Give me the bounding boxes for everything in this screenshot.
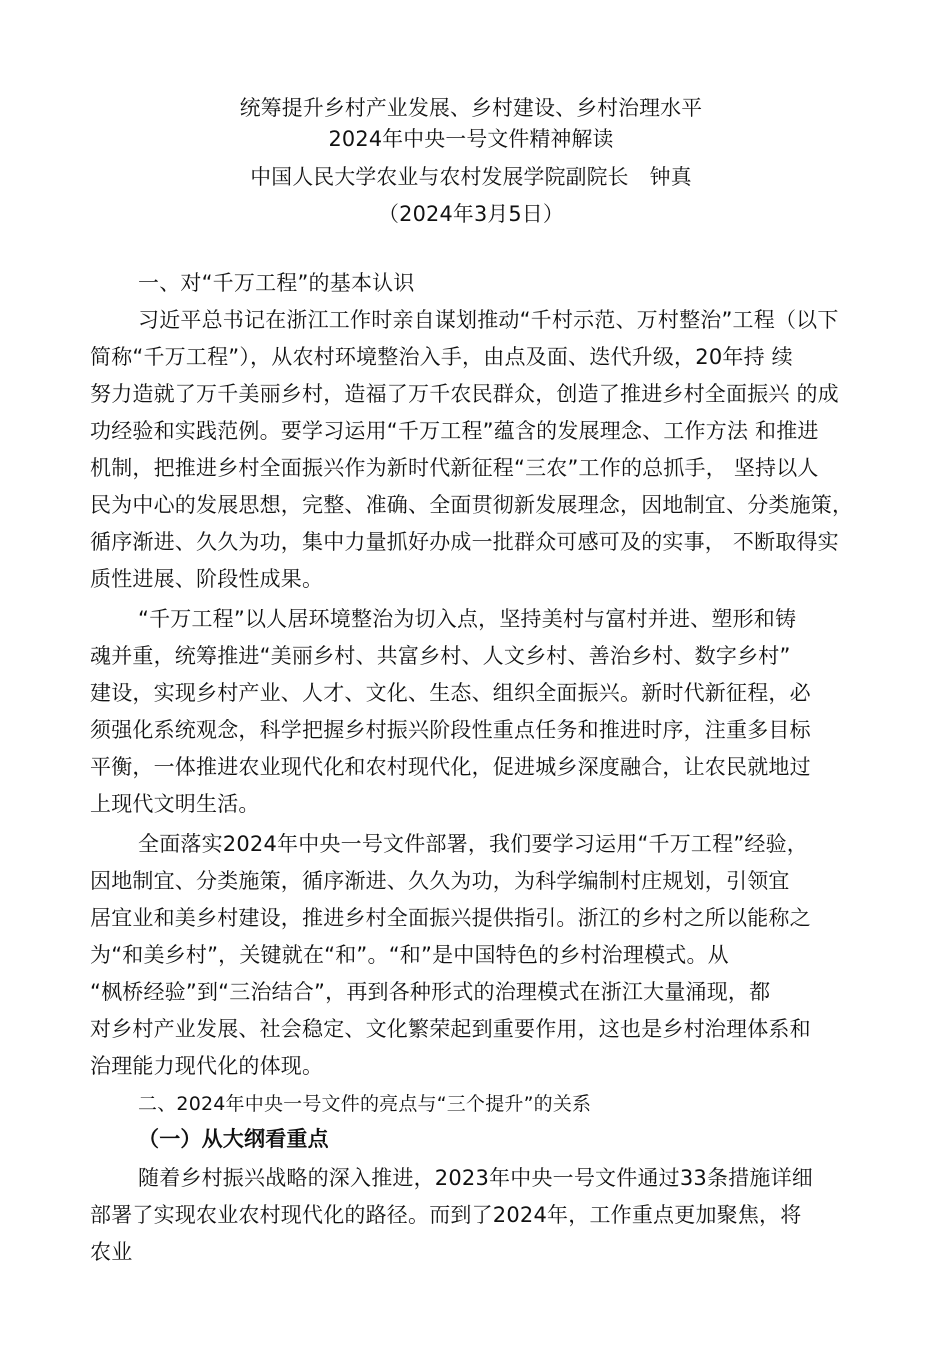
paragraph-line: 习近平总书记在浙江工作时亲自谋划推动“千村示范、万村整治”工程（以下 [138, 308, 839, 332]
title-line-2: 2024年中央一号文件精神解读 [328, 127, 614, 151]
author-line: 中国人民大学农业与农村发展学院副院长 钟真 [250, 165, 692, 189]
paragraph-line: 居宜业和美乡村建设，推进乡村全面振兴提供指引。浙江的乡村之所以能称之 [90, 906, 811, 930]
paragraph-line: “枫桥经验”到“三治结合”，再到各种形式的治理模式在浙江大量涌现，都 [90, 980, 771, 1004]
paragraph-line: 全面落实2024年中央一号文件部署，我们要学习运用“千万工程”经验， [138, 832, 808, 856]
paragraph-line: 建设，实现乡村产业、人才、文化、生态、组织全面振兴。新时代新征程，必 [90, 681, 811, 705]
paragraph-line: 质性进展、阶段性成果。 [90, 567, 324, 591]
paragraph-line: 平衡，一体推进农业现代化和农村现代化，促进城乡深度融合，让农民就地过 [90, 755, 811, 779]
section-2-subheading: （一）从大纲看重点 [138, 1127, 329, 1151]
paragraph-line: “千万工程”以人居环境整治为切入点，坚持美村与富村并进、塑形和铸 [138, 607, 797, 631]
paragraph-line: 循序渐进、久久为功，集中力量抓好办成一批群众可感可及的实事， 不断取得实 [90, 530, 839, 554]
paragraph-line: 努力造就了万千美丽乡村，造福了万千农民群众，创造了推进乡村全面振兴 的成 [90, 382, 839, 406]
paragraph-line: 对乡村产业发展、社会稳定、文化繁荣起到重要作用，这也是乡村治理体系和 [90, 1017, 811, 1041]
paragraph-line: 农业 [90, 1240, 133, 1264]
paragraph-line: 须强化系统观念，科学把握乡村振兴阶段性重点任务和推进时序，注重多目标 [90, 718, 811, 742]
date-line: （2024年3月5日） [378, 202, 564, 226]
paragraph-line: 随着乡村振兴战略的深入推进，2023年中央一号文件通过33条措施详细 [138, 1166, 813, 1190]
section-1-heading: 一、对“千万工程”的基本认识 [138, 271, 415, 295]
paragraph-line: 为“和美乡村”，关键就在“和”。“和”是中国特色的乡村治理模式。从 [90, 943, 729, 967]
paragraph-line: 治理能力现代化的体现。 [90, 1054, 324, 1078]
paragraph-line: 魂并重，统筹推进“美丽乡村、共富乡村、人文乡村、善治乡村、数字乡村” [90, 644, 791, 668]
paragraph-line: 功经验和实践范例。要学习运用“千万工程”蕴含的发展理念、工作方法 和推进 [90, 419, 819, 443]
title-line-1: 统筹提升乡村产业发展、乡村建设、乡村治理水平 [239, 96, 703, 120]
paragraph-line: 上现代文明生活。 [90, 792, 260, 816]
paragraph-line: 简称“千万工程”），从农村环境整治入手，由点及面、迭代升级，20年持 续 [90, 345, 793, 369]
paragraph-line: 民为中心的发展思想，完整、准确、全面贯彻新发展理念，因地制宜、分类施策， [90, 493, 854, 517]
paragraph-line: 因地制宜、分类施策，循序渐进、久久为功，为科学编制村庄规划，引领宜 [90, 869, 790, 893]
paragraph-line: 部署了实现农业农村现代化的路径。而到了2024年，工作重点更加聚焦，将 [90, 1203, 802, 1227]
paragraph-line: 机制，把推进乡村全面振兴作为新时代新征程“三农”工作的总抓手， 坚持以人 [90, 456, 819, 480]
section-2-heading: 二、2024年中央一号文件的亮点与“三个提升”的关系 [138, 1093, 592, 1115]
